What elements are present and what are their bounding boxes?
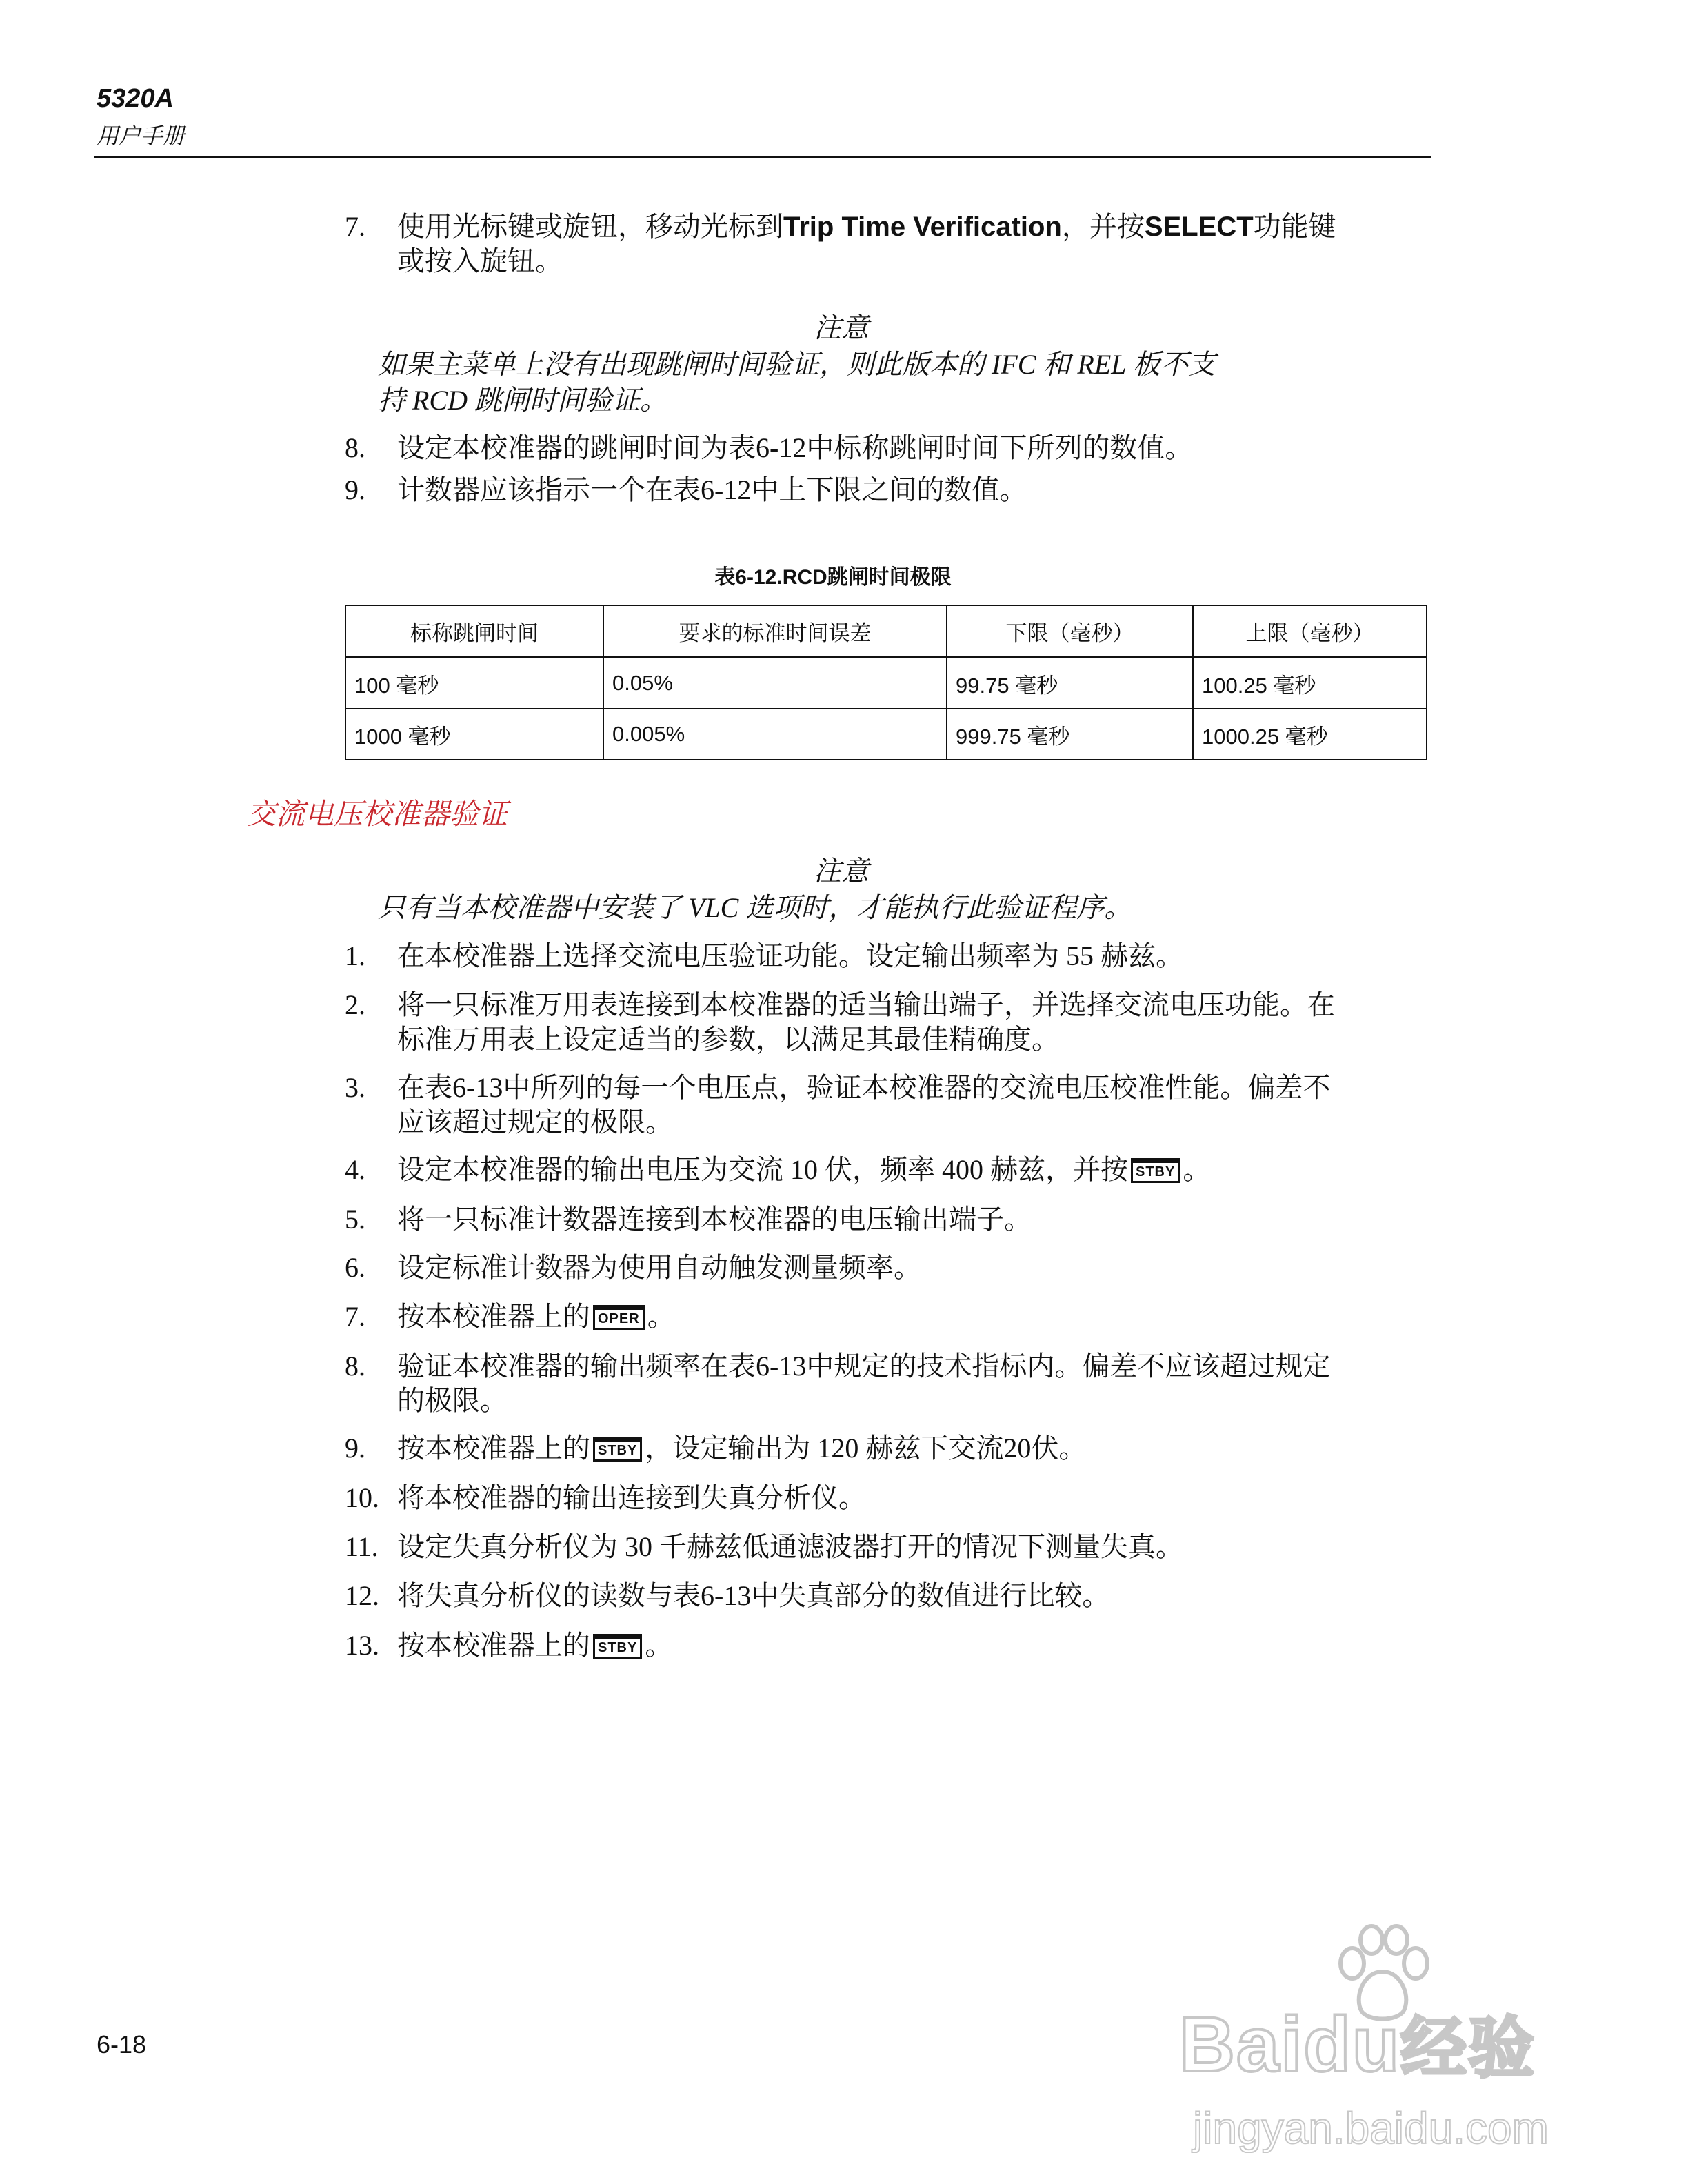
note-heading: 注意 xyxy=(814,312,869,343)
table-cell: 1000.25 毫秒 xyxy=(1193,709,1427,760)
table-cell: 99.75 毫秒 xyxy=(947,657,1193,709)
table-cell: 999.75 毫秒 xyxy=(947,709,1193,760)
stby-key-icon: STBY xyxy=(593,1634,642,1659)
oper-key-icon: OPER xyxy=(593,1305,645,1330)
baidu-watermark xyxy=(1179,1923,1593,2151)
page-number: 6-18 xyxy=(97,2030,147,2059)
note-body-line: 只有当本校准器中安装了 VLC 选项时，才能执行此验证程序。 xyxy=(378,892,1132,923)
softkey-ref: SELECT xyxy=(1144,212,1254,242)
column-header: 标称跳闸时间 xyxy=(345,605,603,657)
stby-key-icon: STBY xyxy=(593,1437,642,1462)
note-heading: 注意 xyxy=(814,856,869,887)
note-body-line: 如果主菜单上没有出现跳闸时间验证，则此版本的 IFC 和 REL 板不支 xyxy=(378,349,1216,380)
table-caption: 表6-12.RCD跳闸时间极限 xyxy=(714,566,952,589)
column-header: 上限（毫秒） xyxy=(1193,605,1427,657)
watermark-brand: Baidu经验 xyxy=(1179,2001,1536,2087)
rcd-trip-time-table xyxy=(345,605,1427,760)
menu-item-ref: Trip Time Verification xyxy=(783,212,1062,242)
table-row xyxy=(345,657,1427,709)
table-cell: 100.25 毫秒 xyxy=(1193,657,1427,709)
document-model: 5320A xyxy=(97,84,174,113)
table-cell: 0.05% xyxy=(603,657,947,709)
section-heading: 交流电压校准器验证 xyxy=(247,799,508,831)
stby-key-icon: STBY xyxy=(1131,1158,1180,1183)
watermark-site: jingyan.baidu.com xyxy=(1193,2103,1549,2153)
column-header: 下限（毫秒） xyxy=(947,605,1193,657)
document-subtitle: 用户手册 xyxy=(97,123,185,148)
column-header: 要求的标准时间误差 xyxy=(603,605,947,657)
table-header-row xyxy=(345,605,1427,657)
note-body-line: 持 RCD 跳闸时间验证。 xyxy=(378,385,667,416)
step-number: 7. xyxy=(345,211,365,242)
table-cell: 1000 毫秒 xyxy=(345,709,603,760)
table-cell: 100 毫秒 xyxy=(345,657,603,709)
header-rule xyxy=(94,156,1431,158)
table-row xyxy=(345,709,1427,760)
table-cell: 0.005% xyxy=(603,709,947,760)
